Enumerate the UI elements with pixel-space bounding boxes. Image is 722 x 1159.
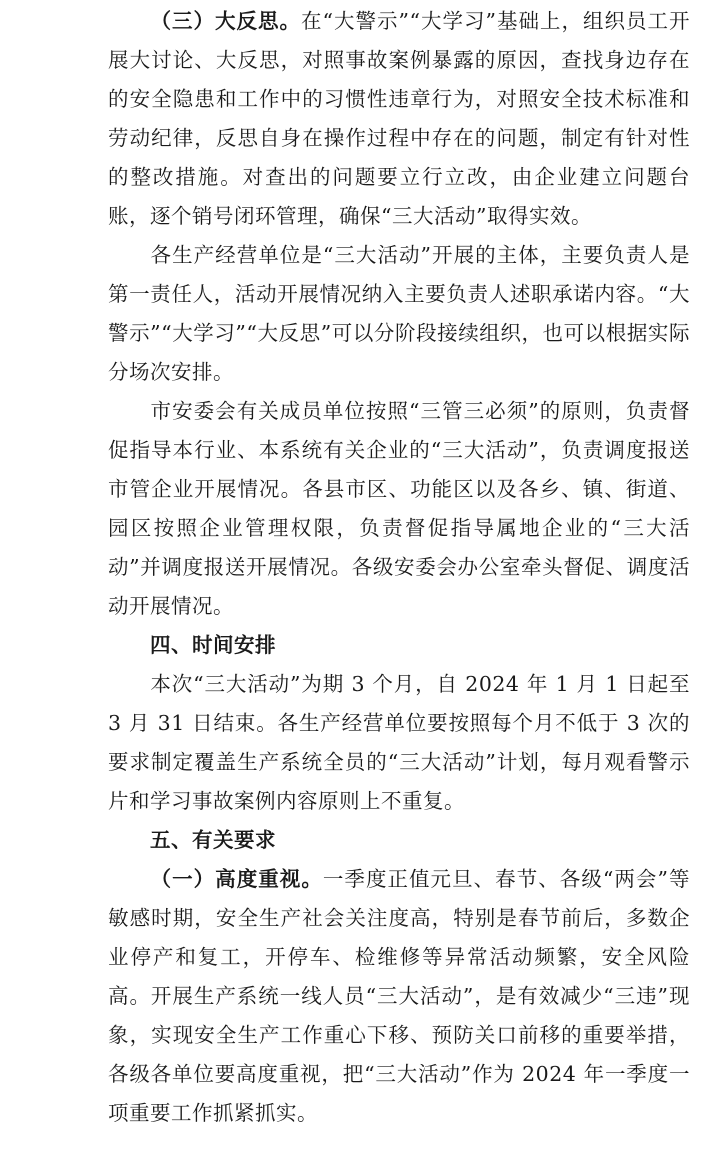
- section-4-heading: 四、时间安排: [150, 633, 276, 657]
- section-3-3-lead: （三）大反思。: [150, 9, 302, 33]
- supervision-text: 市安委会有关成员单位按照“三管三必须”的原则，负责督促指导本行业、本系统有关企业的“三大活动”，负责调度报送市管企业开展情况。各县市区、功能区以及各乡、镇、街道、园区按照企业管理权限，负责督促指导属地企业的“三大活动”并调度报送开展情况。各级安委会办公室牵头督促、调度活动开展情况。: [108, 399, 690, 618]
- supervision-paragraph: [108, 392, 690, 626]
- section-5-1-lead: （一）高度重视。: [150, 867, 323, 891]
- section-5-heading: 五、有关要求: [150, 828, 276, 852]
- section-4-paragraph: [108, 665, 690, 821]
- responsibility-paragraph: [108, 236, 690, 392]
- section-5-1-paragraph: [108, 860, 690, 1133]
- section-3-3-text: 在“大警示”“大学习”基础上，组织员工开展大讨论、大反思，对照事故案例暴露的原因，查找身边存在的安全隐患和工作中的习惯性违章行为，对照安全技术标准和劳动纪律，反思自身在操作过程中存在的问题，制定有针对性的整改措施。对查出的问题要立行立改，由企业建立问题台账，逐个销号闭环管理，确保“三大活动”取得实效。: [108, 9, 691, 228]
- responsibility-text: 各生产经营单位是“三大活动”开展的主体，主要负责人是第一责任人，活动开展情况纳入主要负责人述职承诺内容。“大警示”“大学习”“大反思”可以分阶段接续组织，也可以根据实际分场次安排。: [108, 243, 690, 384]
- document-page: [108, 0, 690, 1133]
- section-3-3-paragraph: [108, 2, 690, 236]
- section-4-text: 本次“三大活动”为期 3 个月，自 2024 年 1 月 1 日起至 3 月 31 日结束。各生产经营单位要按照每个月不低于 3 次的要求制定覆盖生产系统全员的“三大活动”计划，每月观看警示片和学习事故案例内容原则上不重复。: [108, 672, 690, 813]
- section-5-1-text: 一季度正值元旦、春节、各级“两会”等敏感时期，安全生产社会关注度高，特别是春节前后，多数企业停产和复工，开停车、检维修等异常活动频繁，安全风险高。开展生产系统一线人员“三大活动”，是有效减少“三违”现象，实现安全生产工作重心下移、预防关口前移的重要举措，各级各单位要高度重视，把“三大活动”作为 2024 年一季度一项重要工作抓紧抓实。: [108, 867, 690, 1125]
